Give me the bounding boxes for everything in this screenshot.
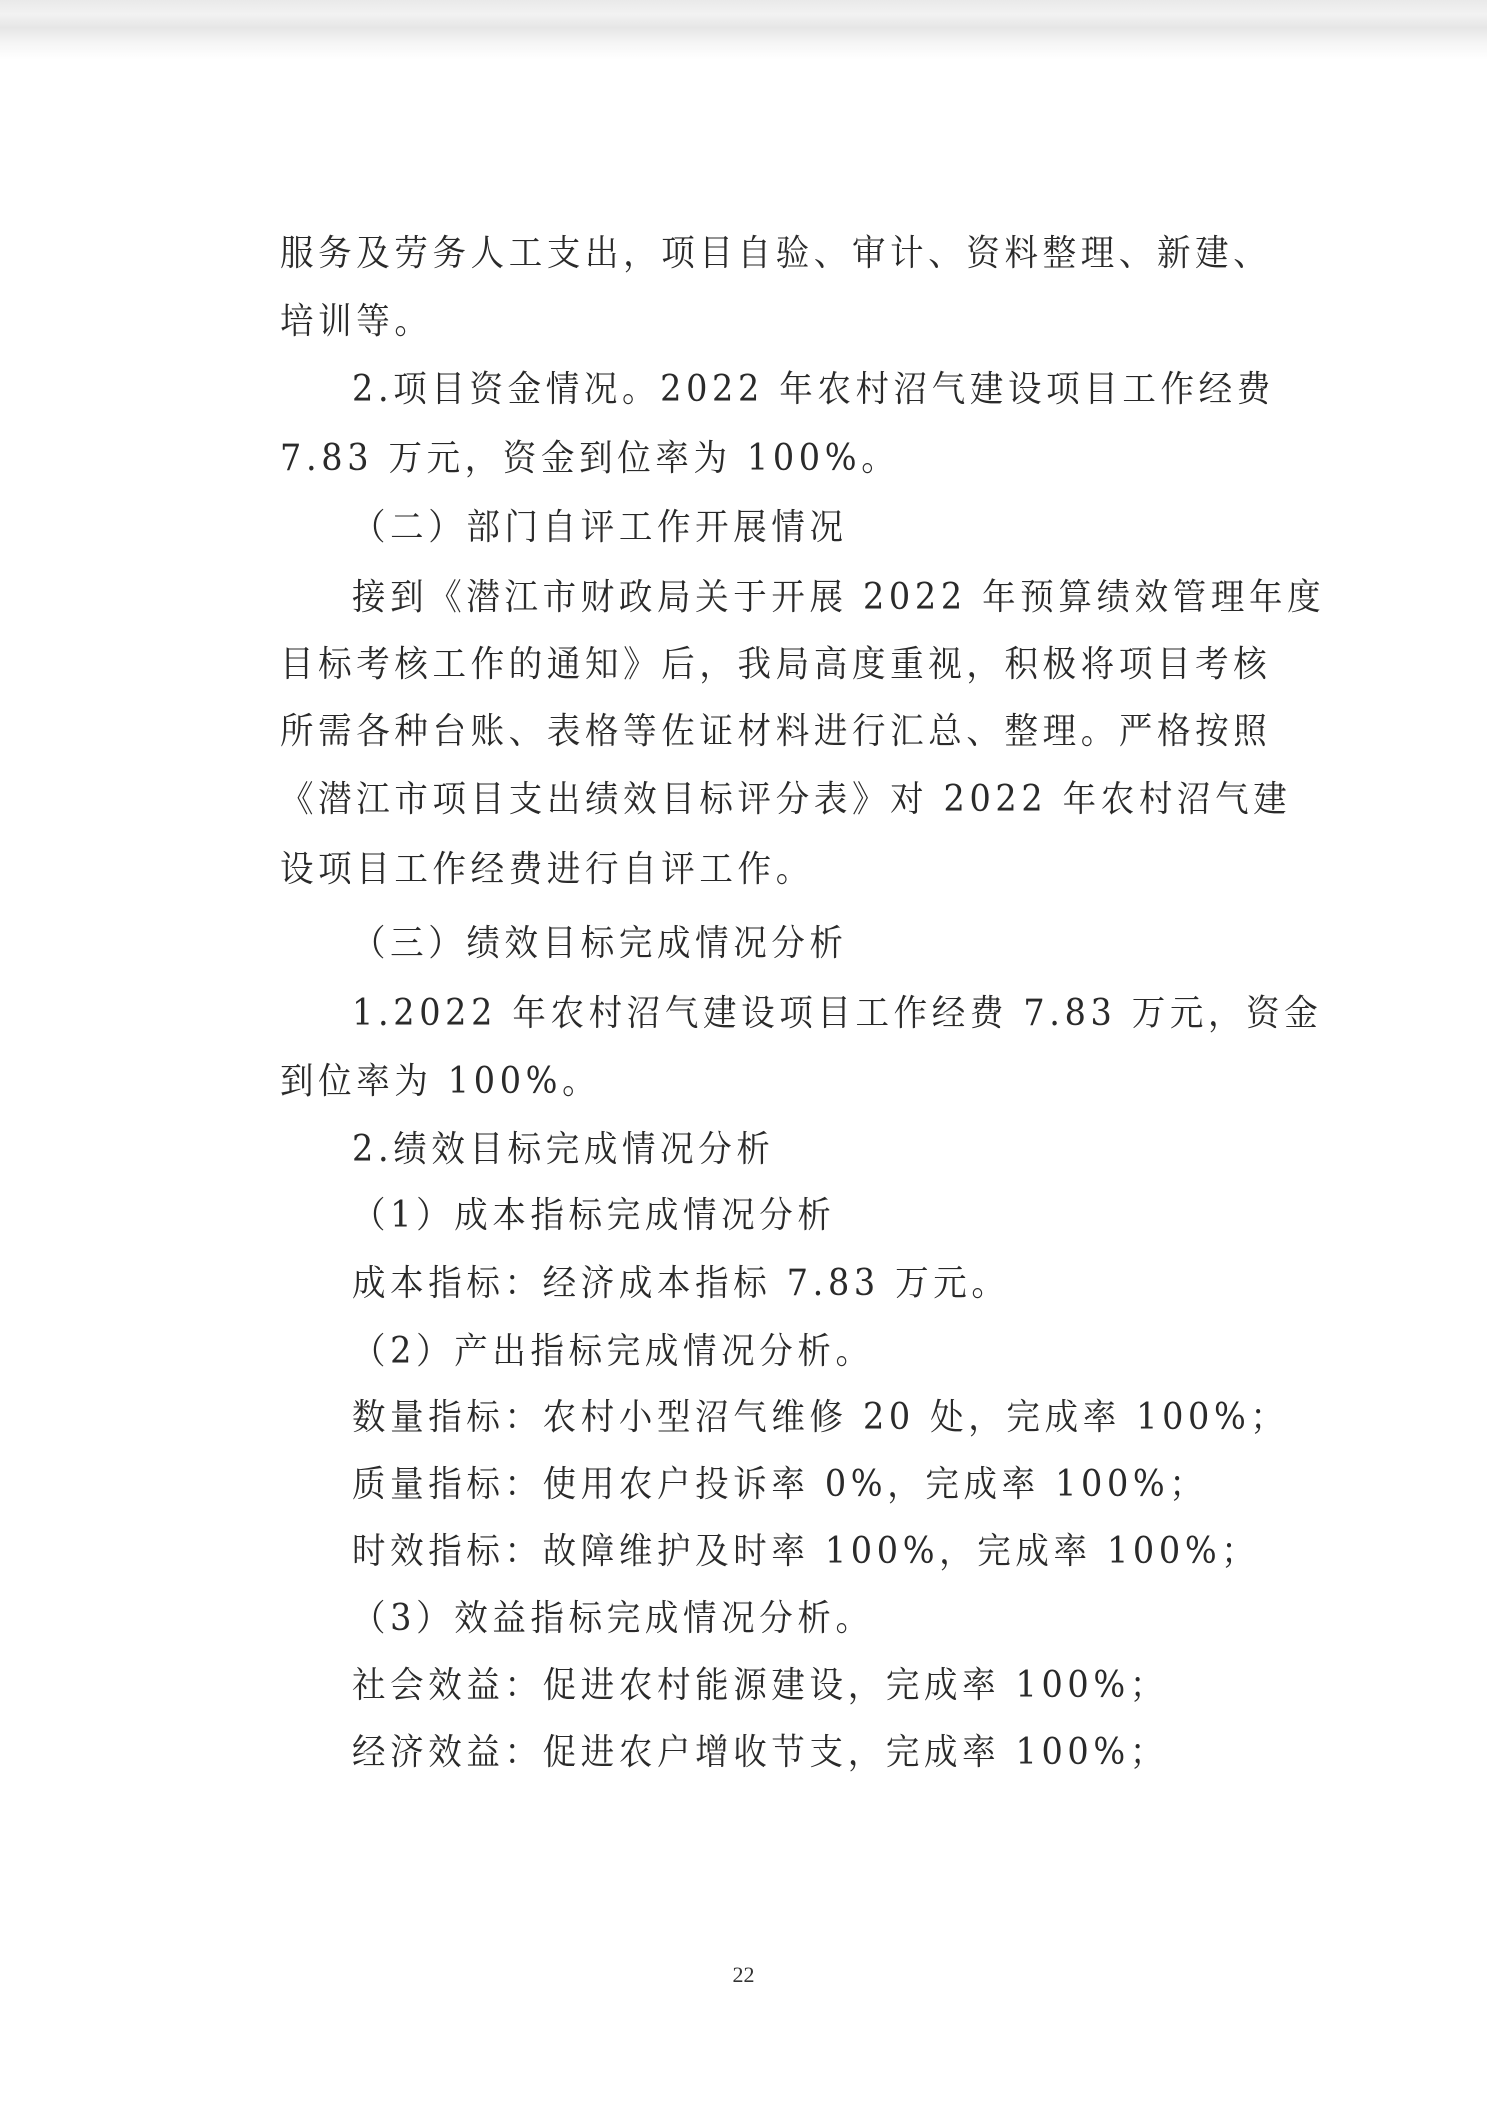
paragraph-line: 经济效益：促进农户增收节支，完成率 100%；: [352, 1732, 1168, 1773]
paragraph-line: 服务及劳务人工支出，项目自验、审计、资料整理、新建、: [280, 233, 1272, 274]
subsection-heading: （2）产出指标完成情况分析。: [352, 1331, 874, 1372]
paragraph-line: 《潜江市项目支出绩效目标评分表》对 2022 年农村沼气建: [280, 779, 1292, 820]
subsection-heading: （3）效益指标完成情况分析。: [352, 1598, 874, 1639]
paragraph-line: 数量指标：农村小型沼气维修 20 处，完成率 100%；: [352, 1397, 1289, 1438]
paragraph-line: 时效指标：故障维护及时率 100%，完成率 100%；: [352, 1531, 1260, 1572]
paragraph-line: 目标考核工作的通知》后，我局高度重视，积极将项目考核: [280, 644, 1272, 685]
paragraph-line: 1.2022 年农村沼气建设项目工作经费 7.83 万元，资金: [352, 993, 1323, 1034]
subsection-heading: （1）成本指标完成情况分析: [352, 1195, 836, 1236]
paragraph-line: 所需各种台账、表格等佐证材料进行汇总、整理。严格按照: [280, 711, 1272, 752]
paragraph-line: 培训等。: [280, 301, 433, 342]
paragraph-line: 接到《潜江市财政局关于开展 2022 年预算绩效管理年度: [352, 577, 1326, 618]
paragraph-line: 2.项目资金情况。2022 年农村沼气建设项目工作经费: [352, 369, 1275, 410]
page-number: 22: [732, 1962, 755, 1987]
paragraph-line: 质量指标：使用农户投诉率 0%，完成率 100%；: [352, 1464, 1208, 1505]
paragraph-line: 到位率为 100%。: [280, 1061, 601, 1102]
paragraph-line: 设项目工作经费进行自评工作。: [280, 849, 814, 890]
section-heading: （三）绩效目标完成情况分析: [352, 923, 848, 964]
paragraph-line: 7.83 万元，资金到位率为 100%。: [280, 438, 900, 479]
paragraph-line: 社会效益：促进农村能源建设，完成率 100%；: [352, 1665, 1168, 1706]
paragraph-line: 成本指标：经济成本指标 7.83 万元。: [352, 1263, 1010, 1304]
paragraph-line: 2.绩效目标完成情况分析: [352, 1129, 775, 1170]
section-heading: （二）部门自评工作开展情况: [352, 507, 848, 548]
